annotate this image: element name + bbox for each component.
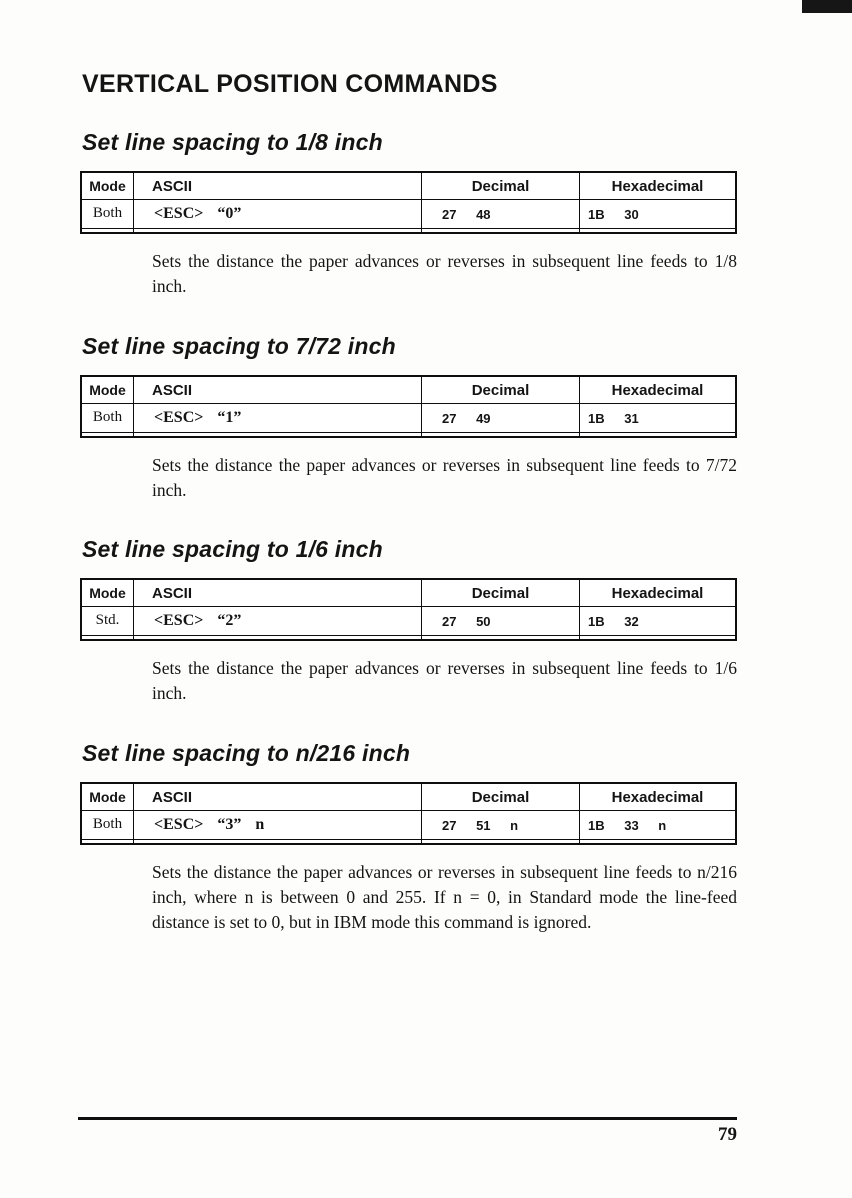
cell-ascii: <ESC> “2” (134, 607, 422, 635)
table-bottom-rule (82, 432, 134, 436)
col-header-mode: Mode (82, 580, 134, 607)
section-line-spacing-1-8 (80, 129, 737, 299)
command-table (80, 375, 737, 438)
section-description: Sets the distance the paper advances or reverses in subsequent line feeds to n/216 inch, where n is between 0 and 255. If n = 0, in Standard mode the line-feed distance is set to 0, but in IBM mode this command is ignored. (152, 862, 737, 932)
cell-mode: Both (82, 811, 134, 839)
col-header-decimal: Decimal (422, 784, 580, 811)
table-bottom-rule (134, 432, 422, 436)
page-title: VERTICAL POSITION COMMANDS (82, 70, 498, 98)
cell-mode: Both (82, 200, 134, 228)
cell-decimal: 27 48 (422, 200, 580, 228)
cell-ascii: <ESC> “1” (134, 404, 422, 432)
table-bottom-rule (134, 839, 422, 843)
section-title: Set line spacing to n/216 inch (82, 740, 411, 767)
footer-rule (78, 1117, 737, 1120)
table-bottom-rule (422, 839, 580, 843)
cell-decimal: 27 50 (422, 607, 580, 635)
cell-decimal: 27 51 n (422, 811, 580, 839)
table-bottom-rule (134, 635, 422, 639)
section-title: Set line spacing to 7/72 inch (82, 332, 396, 359)
command-table (80, 171, 737, 234)
table-bottom-rule (580, 228, 735, 232)
table-bottom-rule (422, 635, 580, 639)
section-line-spacing-7-72 (80, 333, 737, 503)
col-header-decimal: Decimal (422, 580, 580, 607)
section-description: Sets the distance the paper advances or reverses in subsequent line feeds to 1/6 inch. (152, 658, 737, 704)
col-header-mode: Mode (82, 784, 134, 811)
col-header-mode: Mode (82, 377, 134, 404)
table-bottom-rule (82, 635, 134, 639)
table-bottom-rule (580, 432, 735, 436)
section-description: Sets the distance the paper advances or reverses in subsequent line feeds to 7/72 inch. (152, 454, 737, 500)
col-header-hexadecimal: Hexadecimal (580, 173, 735, 200)
col-header-mode: Mode (82, 173, 134, 200)
col-header-hexadecimal: Hexadecimal (580, 784, 735, 811)
table-bottom-rule (422, 228, 580, 232)
command-table (80, 578, 737, 641)
section-line-spacing-n-216 (80, 740, 737, 935)
cell-hexadecimal: 1B 32 (588, 614, 639, 630)
cell-hexadecimal: 1B 31 (588, 410, 639, 426)
cell-hexadecimal: 1B 30 (588, 207, 639, 222)
table-bottom-rule (422, 432, 580, 436)
col-header-ascii: ASCII (134, 784, 422, 811)
col-header-hexadecimal: Hexadecimal (580, 580, 735, 607)
corner-tab-mark (802, 0, 852, 13)
section-line-spacing-1-6 (80, 536, 737, 706)
col-header-ascii: ASCII (134, 580, 422, 607)
table-bottom-rule (82, 228, 134, 232)
col-header-decimal: Decimal (422, 377, 580, 404)
cell-mode: Both (82, 404, 134, 432)
table-bottom-rule (580, 635, 735, 639)
section-title: Set line spacing to 1/6 inch (82, 536, 383, 563)
cell-ascii: <ESC> “0” (134, 200, 422, 228)
table-bottom-rule (580, 839, 735, 843)
table-bottom-rule (134, 228, 422, 232)
command-table (80, 782, 737, 845)
cell-ascii: <ESC> “3” n (134, 811, 422, 839)
col-header-hexadecimal: Hexadecimal (580, 377, 735, 404)
page-content (80, 58, 737, 969)
cell-mode: Std. (82, 607, 134, 635)
section-description: Sets the distance the paper advances or reverses in subsequent line feeds to 1/8 inch. (152, 251, 737, 296)
page-number: 79 (718, 1124, 737, 1145)
section-title: Set line spacing to 1/8 inch (82, 129, 383, 155)
cell-decimal: 27 49 (422, 404, 580, 432)
col-header-decimal: Decimal (422, 173, 580, 200)
table-bottom-rule (82, 839, 134, 843)
col-header-ascii: ASCII (134, 377, 422, 404)
cell-hexadecimal: 1B 33 n (588, 818, 667, 834)
col-header-ascii: ASCII (134, 173, 422, 200)
